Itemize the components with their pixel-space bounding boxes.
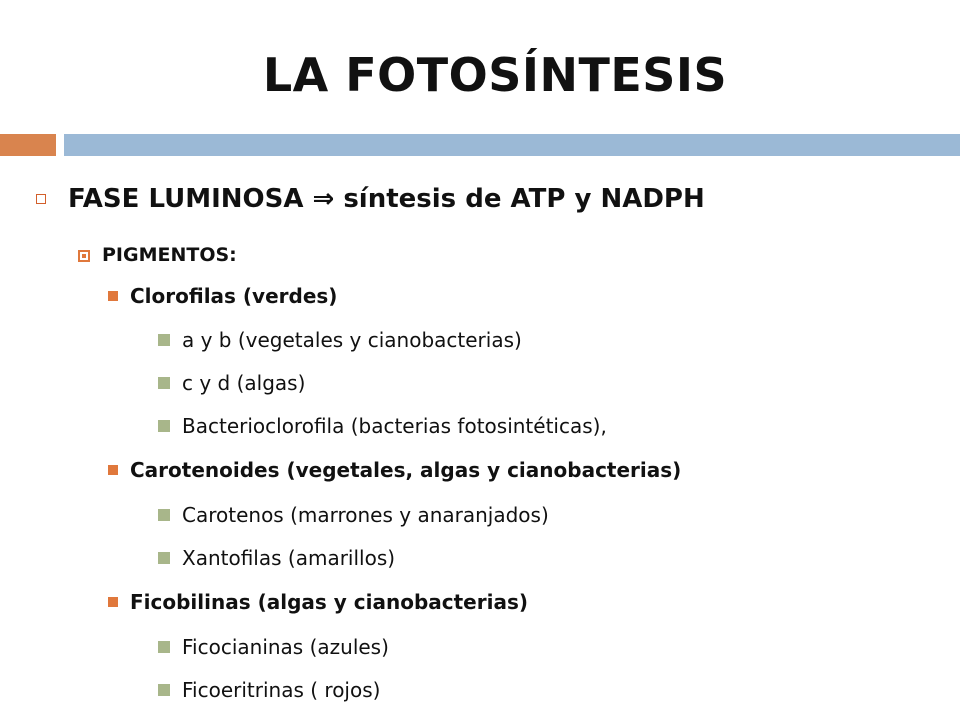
filled-square-bullet-icon bbox=[158, 552, 170, 564]
group-heading bbox=[108, 286, 337, 306]
filled-square-bullet-icon bbox=[108, 291, 118, 301]
group-label: Clorofilas (verdes) bbox=[130, 284, 338, 308]
pigments-heading: PIGMENTOS: bbox=[102, 244, 237, 266]
list-item-text: a y b (vegetales y cianobacterias) bbox=[182, 328, 522, 352]
bullet-level2 bbox=[78, 246, 237, 265]
list-item bbox=[158, 373, 305, 393]
list-item-text: Xantofilas (amarillos) bbox=[182, 546, 396, 570]
group-heading bbox=[108, 592, 528, 612]
list-item-text: c y d (algas) bbox=[182, 371, 306, 395]
slide-title: LA FOTOSÍNTESIS bbox=[262, 48, 728, 102]
group-label: Ficobilinas (algas y cianobacterias) bbox=[130, 590, 529, 614]
list-item-text: Carotenos (marrones y anaranjados) bbox=[182, 503, 549, 527]
list-item bbox=[158, 680, 380, 700]
filled-square-bullet-icon bbox=[158, 509, 170, 521]
phase-heading: FASE LUMINOSA ⇒ síntesis de ATP y NADPH bbox=[68, 184, 705, 214]
framed-square-bullet-icon bbox=[78, 250, 90, 262]
list-item-text: Ficoeritrinas ( rojos) bbox=[182, 678, 381, 702]
filled-square-bullet-icon bbox=[158, 334, 170, 346]
list-item bbox=[158, 637, 389, 657]
list-item bbox=[158, 416, 607, 436]
bullet-level1 bbox=[36, 186, 705, 212]
hollow-square-bullet-icon bbox=[36, 194, 46, 204]
list-item-text: Bacterioclorofila (bacterias fotosintéticas), bbox=[182, 414, 607, 438]
filled-square-bullet-icon bbox=[158, 684, 170, 696]
title-band bbox=[64, 134, 960, 156]
group-label: Carotenoides (vegetales, algas y cianobacterias) bbox=[130, 458, 682, 482]
title-band-accent bbox=[0, 134, 56, 156]
filled-square-bullet-icon bbox=[158, 420, 170, 432]
filled-square-bullet-icon bbox=[158, 641, 170, 653]
group-heading bbox=[108, 460, 681, 480]
list-item bbox=[158, 548, 395, 568]
list-item bbox=[158, 330, 522, 350]
list-item bbox=[158, 505, 549, 525]
filled-square-bullet-icon bbox=[108, 597, 118, 607]
list-item-text: Ficocianinas (azules) bbox=[182, 635, 389, 659]
filled-square-bullet-icon bbox=[108, 465, 118, 475]
filled-square-bullet-icon bbox=[158, 377, 170, 389]
